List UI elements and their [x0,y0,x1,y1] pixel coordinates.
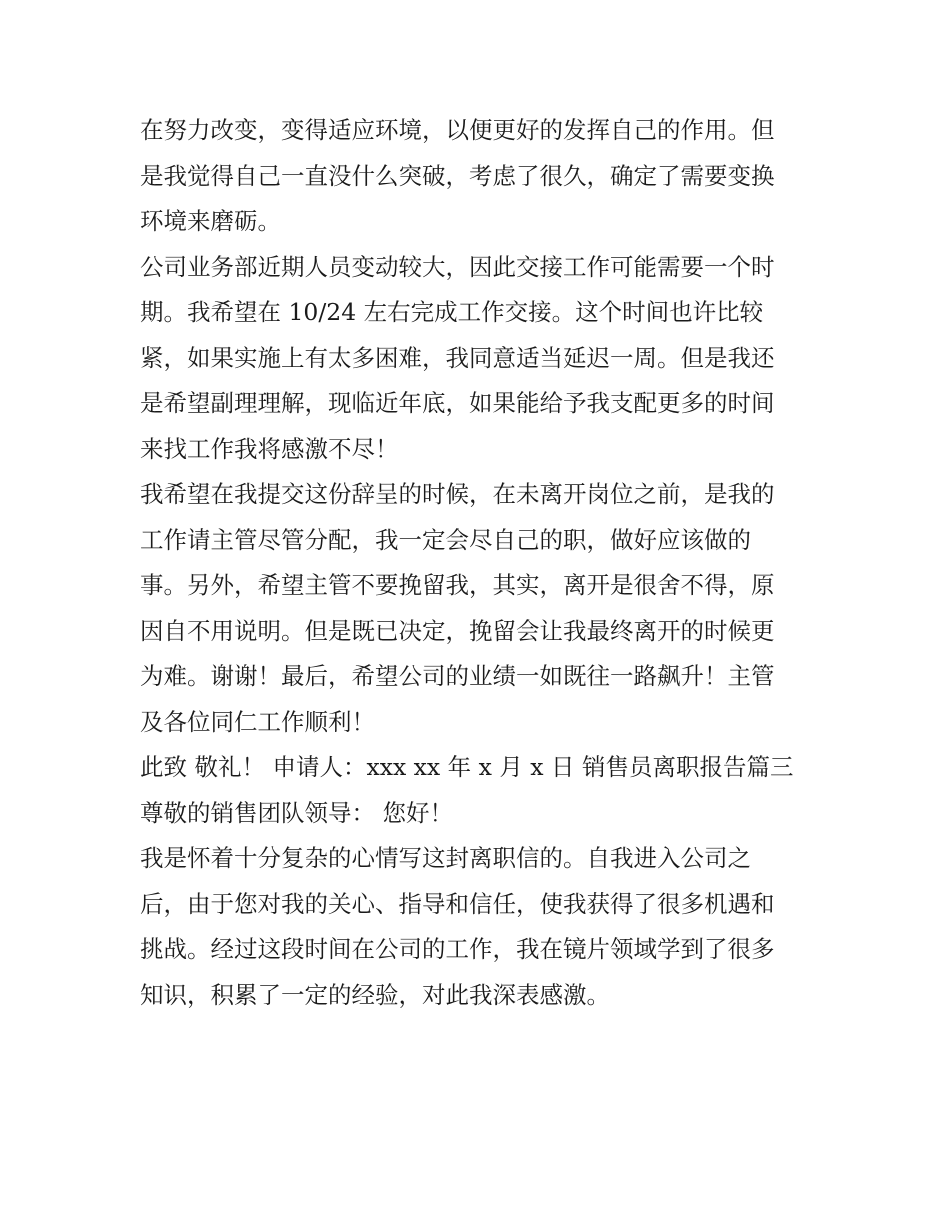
text-line: 公司业务部近期人员变动较大，因此交接工作可能需要一个时 [140,252,775,281]
text-line: 来找工作我将感激不尽！ [140,434,399,463]
text-line: 事。另外，希望主管不要挽留我，其实，离开是很舍不得，原 [140,571,775,599]
text-line: 挑战。经过这段时间在公司的工作，我在镜片领域学到了很多 [140,935,775,963]
text-line: 期。我希望在 10/24 左右完成工作交接。这个时间也许比较 [140,298,764,326]
text-line: 尊敬的销售团队领导： 您好！ [140,798,453,827]
text-line: 此致 敬礼！ 申请人：xxx xx 年 x 月 x 日 销售员离职报告篇三 [140,753,794,781]
text-line: 紧，如果实施上有太多困难，我同意适当延迟一周。但是我还 [140,343,775,372]
text-line: 我是怀着十分复杂的心情写这封离职信的。自我进入公司之 [140,844,751,872]
document-body [140,108,820,1018]
text-line: 知识，积累了一定的经验，对此我深表感激。 [140,980,610,1009]
text-line: 我希望在我提交这份辞呈的时候，在未离开岗位之前，是我的 [140,480,775,508]
text-line: 环境来磨砺。 [140,207,281,235]
text-line: 在努力改变，变得适应环境，以便更好的发挥自己的作用。但 [140,116,775,144]
text-line: 是希望副理理解，现临近年底，如果能给予我支配更多的时间 [140,389,775,417]
text-line: 因自不用说明。但是既已决定，挽留会让我最终离开的时候更 [140,616,775,645]
text-line: 及各位同仁工作顺利！ [140,707,375,736]
text-line: 是我觉得自己一直没什么突破，考虑了很久，确定了需要变换 [140,161,775,190]
text-line: 后，由于您对我的关心、指导和信任，使我获得了很多机遇和 [140,889,775,918]
text-line: 工作请主管尽管分配，我一定会尽自己的职，做好应该做的 [140,525,751,554]
text-line: 为难。谢谢！最后，希望公司的业绩一如既往一路飙升！主管 [140,662,775,690]
